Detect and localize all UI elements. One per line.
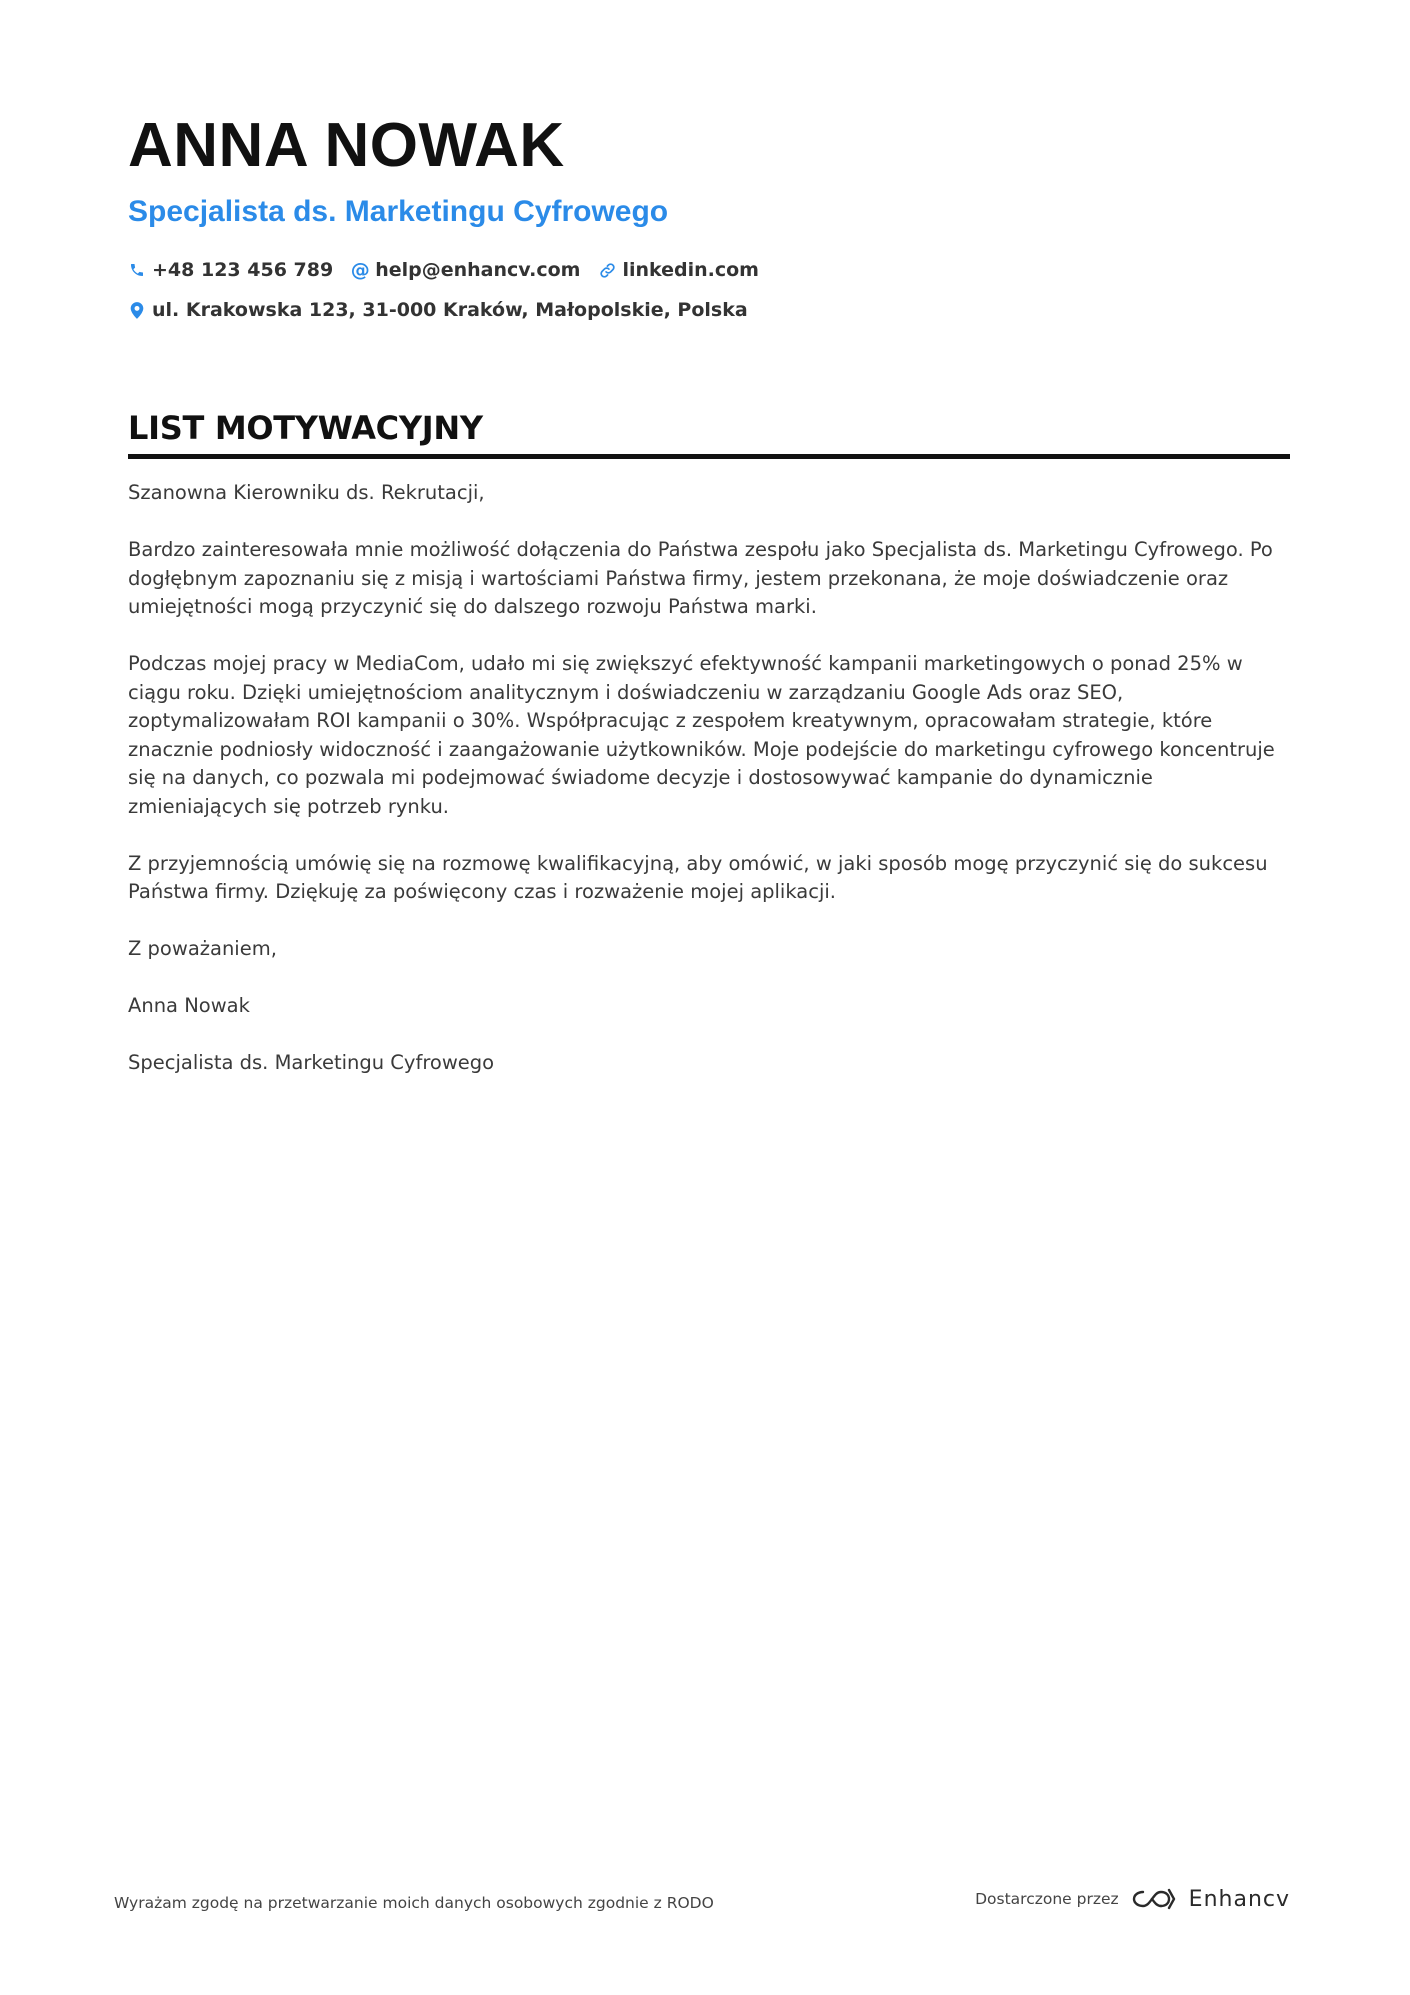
- email-address: help@enhancv.com: [375, 259, 581, 281]
- letter-closing: Z poważaniem,: [128, 937, 277, 960]
- candidate-name: ANNA NOWAK: [128, 111, 565, 180]
- contact-phone[interactable]: [128, 259, 333, 281]
- letter-body: [128, 479, 1290, 1078]
- at-icon: @: [350, 259, 370, 281]
- contact-info: [128, 250, 1288, 330]
- signature-title: Specjalista ds. Marketingu Cyfrowego: [128, 1051, 495, 1074]
- section-divider: [128, 454, 1290, 459]
- letter-paragraph-3: Z przyjemnością umówię się na rozmowę kwalifikacyjną, aby omówić, w jaki sposób mogę przyczynić się do sukcesu Państwa firmy. Dziękuję za poświęcony czas i rozważenie mojej aplikacji.: [128, 851, 1268, 903]
- candidate-job-title: Specjalista ds. Marketingu Cyfrowego: [128, 195, 669, 228]
- phone-icon: [128, 261, 146, 279]
- page-footer: [0, 1880, 1410, 1940]
- contact-email[interactable]: [351, 259, 580, 281]
- letter-paragraph-2: Podczas mojej pracy w MediaCom, udało mi się zwiększyć efektywność kampanii marketingowych o ponad 25% w ciągu roku. Dzięki umiejętnościom analitycznym i doświadczeniu w zarządzaniu Google Ads oraz SEO, zoptymalizowałam ROI kampanii o 30%. Współpracując z zespołem kreatywnym, opracowałam strategie, które znacznie podniosły widoczność i zaangażowanie użytkowników. Moje podejście do marketingu cyfrowego koncentruje się na danych, co pozwala mi podejmować świadome decyzje i dostosowywać kampanie do dynamicznie zmieniających się potrzeb rynku.: [128, 652, 1275, 818]
- powered-by-label: Dostarczone przez: [975, 1890, 1119, 1908]
- enhancv-logo-icon: [1131, 1886, 1177, 1912]
- phone-number: +48 123 456 789: [152, 259, 334, 281]
- letter-greeting: Szanowna Kierowniku ds. Rekrutacji,: [128, 481, 485, 504]
- resume-header: [128, 108, 1288, 330]
- contact-linkedin[interactable]: [598, 259, 759, 281]
- powered-by[interactable]: [975, 1886, 1290, 1912]
- section-title: LIST MOTYWACYJNY: [128, 409, 483, 447]
- gdpr-consent-text: Wyrażam zgodę na przetwarzanie moich danych osobowych zgodnie z RODO: [114, 1894, 714, 1912]
- link-icon: [598, 261, 616, 279]
- brand-name: Enhancv: [1188, 1886, 1290, 1912]
- signature-name: Anna Nowak: [128, 994, 250, 1017]
- letter-paragraph-1: Bardzo zainteresowała mnie możliwość dołączenia do Państwa zespołu jako Specjalista ds. Marketingu Cyfrowego. Po dogłębnym zapoznaniu się z misją i wartościami Państwa firmy, jestem przekonana, że moje doświadczenie oraz umiejętności mogą przyczynić się do dalszego rozwoju Państwa marki.: [128, 538, 1273, 618]
- contact-row-primary: [128, 250, 1288, 290]
- contact-address: [128, 299, 748, 321]
- address-text: ul. Krakowska 123, 31-000 Kraków, Małopolskie, Polska: [152, 299, 748, 321]
- location-pin-icon: [128, 301, 146, 319]
- linkedin-url: linkedin.com: [622, 259, 759, 281]
- contact-row-address: [128, 290, 1288, 330]
- cover-letter-section: [128, 408, 1290, 1106]
